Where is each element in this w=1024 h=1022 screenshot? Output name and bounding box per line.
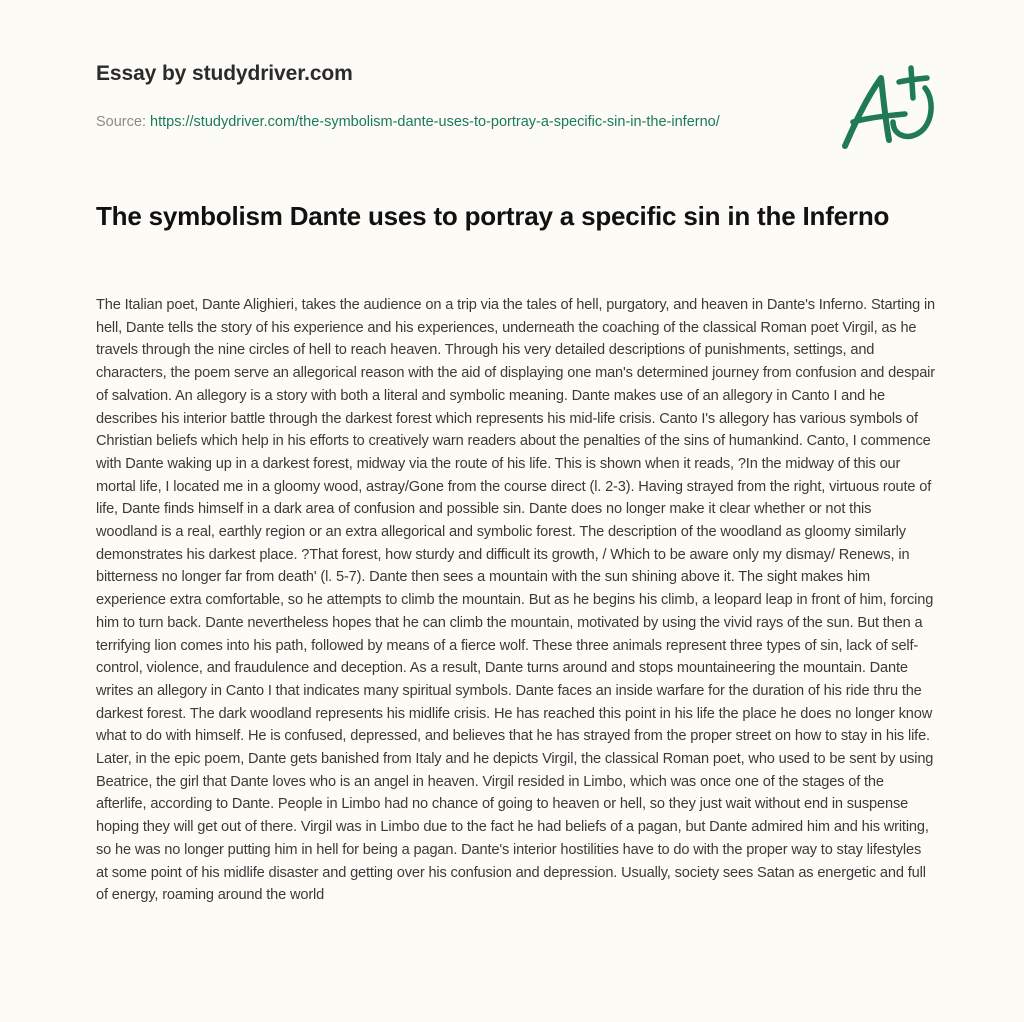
source-link[interactable]: https://studydriver.com/the-symbolism-dante-uses-to-portray-a-specific-sin-in-the-inferno/ xyxy=(150,114,720,130)
source-label: Source: xyxy=(96,114,146,130)
site-header-title: Essay by studydriver.com xyxy=(96,62,353,85)
essay-title: The symbolism Dante uses to portray a specific sin in the Inferno xyxy=(96,201,890,231)
source-line xyxy=(96,111,736,134)
essay-body: The Italian poet, Dante Alighieri, takes the audience on a trip via the tales of hell, purgatory, and heaven in Dante's Inferno. Starting in hell, Dante tells the story of his experience and his experiences, underneath the coaching of the classical Roman poet Virgil, as he travels through the nine circles of hell to reach heaven. Through his very detailed descriptions of punishments, settings, and characters, the poem serve an allegorical reason with the aid of displaying one man's determined journey from confusion and despair of salvation. An allegory is a story with both a literal and symbolic meaning. Dante makes use of an allegory in Canto I and he describes his interior battle through the darkest forest which represents his mid-life crisis. Canto I's allegory has various symbols of Christian beliefs which help in his efforts to creatively warn readers about the penalties of the sins of humankind. Canto, I commence with Dante waking up in a darkest forest, midway via the route of his life. This is shown when it reads, ?In the midway of this our mortal life, I located me in a gloomy wood, astray/Gone from the course direct (l. 2-3). Having strayed from the right, virtuous route of life, Dante finds himself in a dark area of confusion and possible sin. Dante does no longer make it clear whether or not this woodland is a real, earthly region or an extra allegorical and symbolic forest. The description of the woodland as gloomy similarly demonstrates his darkest place. ?That forest, how sturdy and difficult its growth, / Which to be aware only my dismay/ Renews, in bitterness no longer far from death' (l. 5-7). Dante then sees a mountain with the sun shining above it. The sight makes him experience extra comfortable, so he attempts to climb the mountain. But as he begins his climb, a leopard leap in front of him, forcing him to turn back. Dante nevertheless hopes that he can climb the mountain, motivated by using the vivid rays of the sun. But then a terrifying lion comes into his path, followed by means of a fierce wolf. These three animals represent three types of sin, lack of self-control, violence, and fraudulence and deception. As a result, Dante turns around and stops mountaineering the mountain. Dante writes an allegory in Canto I that indicates many spiritual symbols. Dante faces an inside warfare for the duration of his ride thru the darkest forest. The dark woodland represents his midlife crisis. He has reached this point in his life the place he does no longer know what to do with himself. He is confused, depressed, and believes that he has strayed from the proper street on how to stay in his life. Later, in the epic poem, Dante gets banished from Italy and he depicts Virgil, the classical Roman poet, who used to be sent by using Beatrice, the girl that Dante loves who is an angel in heaven. Virgil resided in Limbo, which was once one of the stages of the afterlife, according to Dante. People in Limbo had no chance of going to heaven or hell, so they just wait without end in suspense hoping they will get out of there. Virgil was in Limbo due to the fact he had beliefs of a pagan, but Dante admired him and his writing, so he was no longer putting him in hell for being a pagan. Dante's interior hostilities have to do with the proper way to stay lifestyles at some point of his midlife disaster and getting over his confusion and depression. Usually, society sees Satan as energetic and full of energy, roaming around the world xyxy=(96,297,936,904)
a-plus-grade-icon xyxy=(831,48,941,158)
